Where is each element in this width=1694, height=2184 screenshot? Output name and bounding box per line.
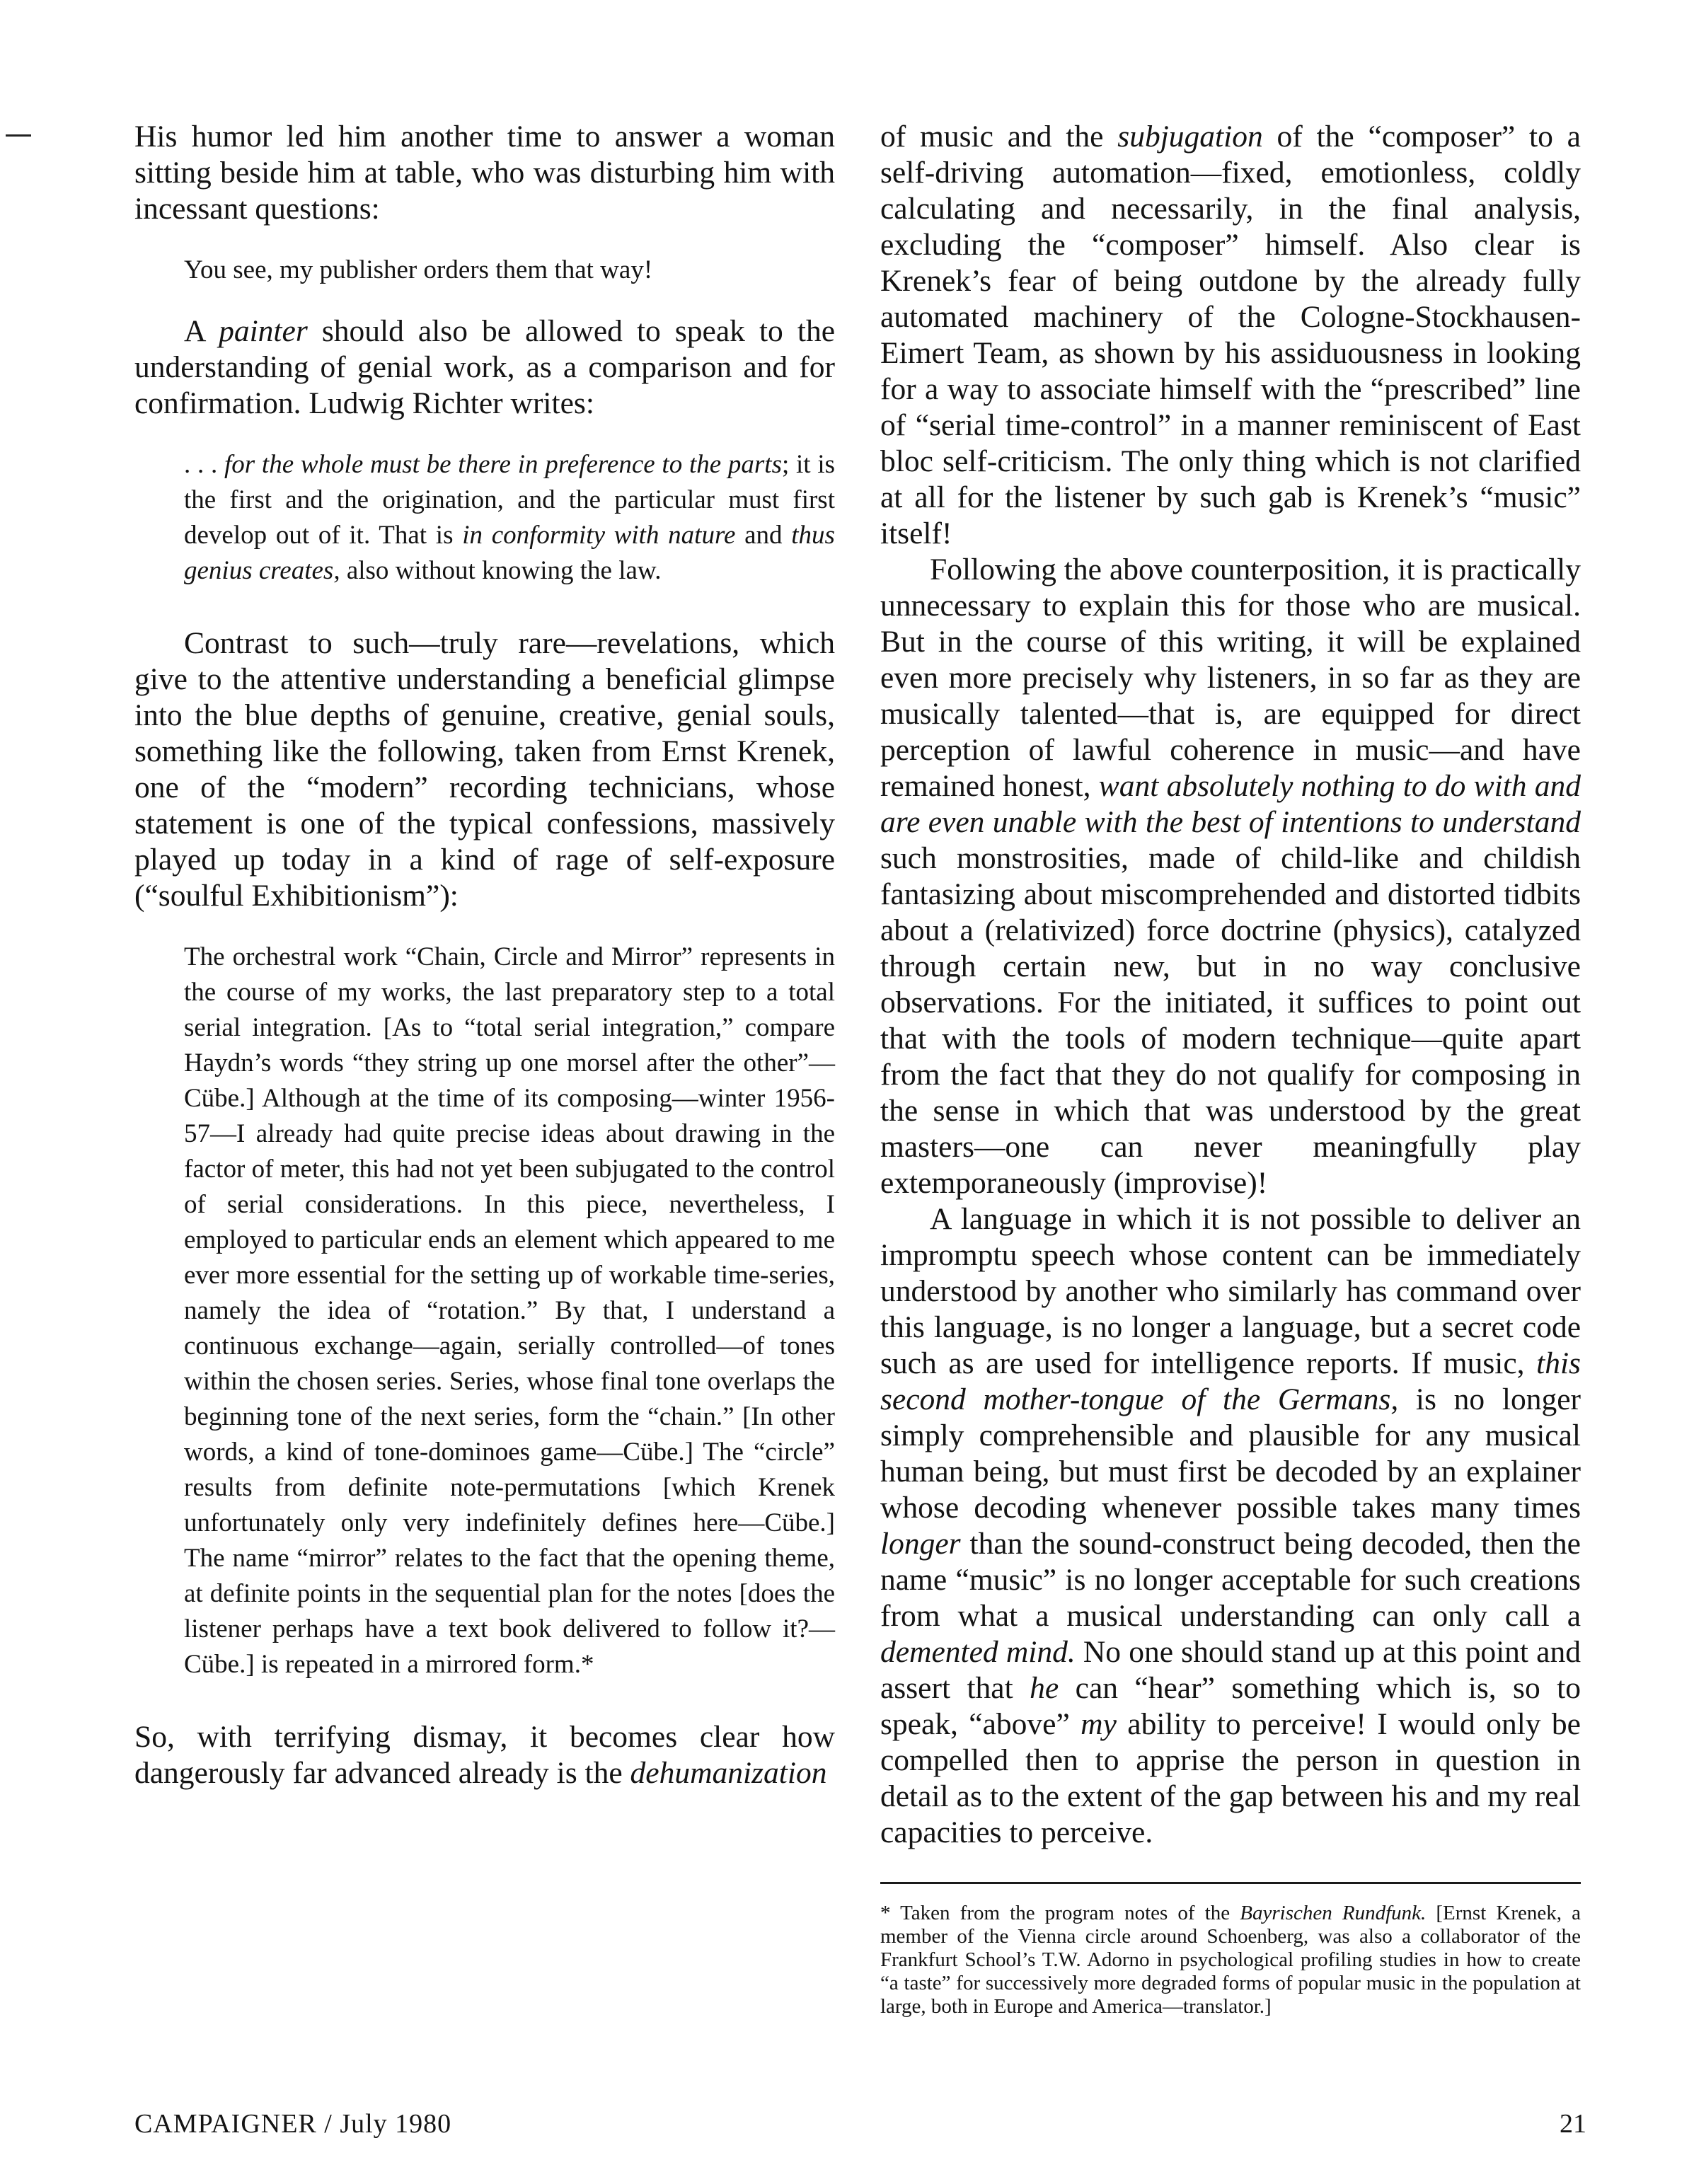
paragraph-language: A language in which it is not possible to deliver an impromptu speech whose content can be immediately understood by another who similarly has command over this language, is no longer a language, but a secret code such as are used for intelligence reports. If music, this second mother-tongue of the Germans, is no longer simply comprehensible and plausible for any musical human being, but must first be decoded by an explainer whose decoding whenever possible takes many times longer than the sound-construct being decoded, then the name “music” is no longer acceptable for such creations from what a musical understanding can only call a demented mind. No one should stand up at this point and assert that he can “hear” something which is, so to speak, “above” my ability to perceive! I would only be compelled then to apprise the person in question in detail as to the extent of the gap between his and my real capacities to perceive. (880, 1202, 1581, 1849)
right-column (880, 119, 1581, 1851)
footnote-divider (880, 1882, 1581, 1884)
quote-krenek: The orchestral work “Chain, Circle and Mirror” represents in the course of my works, the last preparatory step to a total serial integration. [As to “total serial integration,” compare Haydn’s words “they string up one morsel after the other”—Cübe.] Although at the time of its composing—winter 1956-57—I already had quite precise ideas about drawing in the factor of meter, this had not yet been subjugated to the control of serial considerations. In this piece, nevertheless, I employed to particular ends an element which appeared to me ever more essential for the setting up of workable time-series, namely the idea of “rotation.” By that, I understand a continuous exchange—again, serially controlled—of tones within the chosen series. Series, whose final tone overlaps the beginning tone of the next series, form the “chain.” [In other words, a kind of tone-dominoes game—Cübe.] The “circle” results from definite note-permutations [which Krenek unfortunately only very indefinitely defines here—Cübe.] The name “mirror” relates to the fact that the opening theme, at definite points in the sequential plan for the notes [does the listener perhaps have a text book delivered to follow it?—Cübe.] is repeated in a mirrored form.* (184, 942, 835, 1679)
paragraph-dehumanization: So, with terrifying dismay, it becomes clear how dangerously far advanced already is the dehumanization (134, 1720, 835, 1790)
paragraph-counterposition: Following the above counterposition, it is practically unnecessary to explain this for those who are musical. But in the course of this writing, it will be explained even more precisely why listeners, in so far as they are musically talented—that is, are equipped for direct perception of lawful coherence in music—and have remained honest, want absolutely nothing to do with and are even unable with the best of intentions to understand such monstrosities, made of child-like and childish fantasizing about miscomprehended and distorted tidbits about a (relativized) force doctrine (physics), catalyzed through certain new, but in no way conclusive observations. For the initiated, it suffices to point out that with the tools of modern technique—quite apart from the fact that they do not qualify for composing in the sense in which that was understood by the great masters—one can never meaningfully play extemporaneously (improvise)! (880, 553, 1581, 1200)
footnote: * Taken from the program notes of the Bayrischen Rundfunk. [Ernst Krenek, a member of the Vienna circle around Schoenberg, was also a collaborator of the Frankfurt School’s T.W. Adorno in psychological profiling studies in how to create “a taste” for successively more degraded forms of popular music in the population at large, both in Europe and America—translator.] (880, 1902, 1581, 2018)
margin-mark (6, 134, 31, 137)
left-column (134, 119, 835, 1791)
paragraph-humor: His humor led him another time to answer a woman sitting beside him at table, who was disturbing him with incessant questions: (134, 120, 835, 226)
paragraph-painter: A painter should also be allowed to speak to the understanding of genial work, as a comparison and for confirmation. Ludwig Richter writes: (134, 314, 836, 420)
quote-richter: . . . for the whole must be there in preference to the parts; it is the first and the origination, and the particular must first develop out of it. That is in conformity with nature and thus genius creates, also without knowing the law. (184, 450, 835, 585)
quote-publisher: You see, my publisher orders them that way! (184, 255, 653, 284)
paragraph-subjugation: of music and the subjugation of the “composer” to a self-driving automation—fixed, emotionless, coldly calculating and necessarily, in the final analysis, excluding the “composer” himself. Also clear is Krenek’s fear of being outdone by the already fully automated machinery of the Cologne-Stockhausen-Eimert Team, as shown by his assiduousness in looking for a way to associate himself with the “prescribed” line of “serial time-control” in a manner reminiscent of East bloc self-criticism. The only thing which is not clarified at all for the listener by such gab is Krenek’s “music” itself! (880, 120, 1581, 550)
publication-footer: CAMPAIGNER / July 1980 (134, 2109, 452, 2139)
page-number: 21 (1560, 2109, 1586, 2139)
paragraph-contrast: Contrast to such—truly rare—revelations, which give to the attentive understanding a beneficial glimpse into the blue depths of genuine, creative, genial souls, something like the following, taken from Ernst Krenek, one of the “modern” recording technicians, whose statement is one of the typical confessions, massively played up today in a kind of rage of self-exposure (“soulful Exhibitionism”): (134, 626, 835, 913)
